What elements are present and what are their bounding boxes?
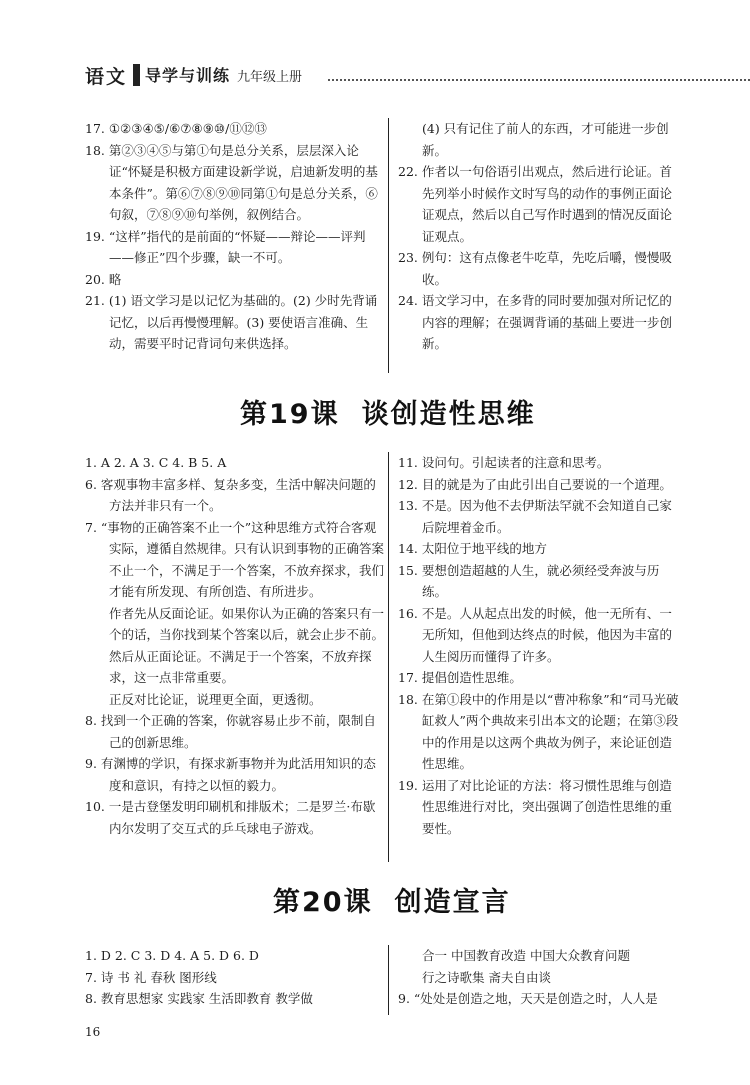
subject-label: 语文 [85,66,128,88]
answer-item: 17. ①②③④⑤/⑥⑦⑧⑨⑩/⑪⑫⑬ [85,121,267,136]
answer-item: 8. 找到一个正确的答案，你就容易止步不前，限制自己的创新思维。 [85,713,376,750]
column-divider [388,118,389,373]
lesson-19-right-answers [398,452,683,839]
answer-item: (4) 只有记住了前人的东西，才可能进一步创新。 [422,121,669,158]
lesson-20-number: 第20课 [273,887,373,918]
answer-item: 7. “事物的正确答案不止一个”这种思维方式符合客观实际，遵循自然规律。只有认识到事物的正确答案不止一个，不满足于一个答案，不放弃探求，我们才能有所发现、有所创造、有所进步。 [85,519,385,599]
answer-item: 19. 运用了对比论证的方法：将习惯性思维与创造性思维进行对比，突出强调了创造性思维的重要性。 [398,777,673,836]
lesson-20-name: 创造宣言 [394,887,511,918]
answer-item: 正反对比论证，说理更全面，更透彻。 [109,691,322,707]
header-dotted-rule [328,79,750,81]
lesson-19-number: 第19课 [240,399,340,430]
answer-item: 20. 略 [85,271,122,287]
answer-item: 23. 例句：这有点像老牛吃草，先吃后嚼，慢慢吸收。 [398,250,672,287]
column-divider [388,945,389,1015]
grade-label: 九年级上册 [237,70,303,85]
top-left-answers [85,118,385,355]
lesson-19-name: 谈创造性思维 [361,399,536,430]
answer-item: 21. (1) 语文学习是以记忆为基础的。(2) 少时先背诵记忆，以后再慢慢理解。(3) 要使语言准确、生动，需要平时记背词句来供选择。 [85,293,378,351]
answer-item: 12. 目的就是为了由此引出自己要说的一个道理。 [398,476,672,492]
answer-item: 合一 中国教育改造 中国大众教育问题 [422,948,630,963]
answer-item: 9. “处处是创造之地，天天是创造之时，人人是 [398,991,658,1006]
answer-item: 6. 客观事物丰富多样、复杂多变，生活中解决问题的方法并非只有一个。 [85,476,376,513]
answer-item: 1. D 2. C 3. D 4. A 5. D 6. D [85,948,259,963]
top-right-answers [398,118,683,355]
answer-item: 19. “这样”指代的是前面的“怀疑——辩论——评判——修正”四个步骤，缺一不可。 [85,228,366,265]
lesson-20-left-answers [85,945,385,1010]
answer-item: 15. 要想创造超越的人生，就必须经受奔波与历练。 [398,562,660,599]
page-number: 16 [85,1025,101,1039]
header-bar [133,64,140,86]
answer-item: 13. 不是。因为他不去伊斯法罕就不会知道自己家后院埋着金币。 [398,498,672,535]
answer-item: 16. 不是。人从起点出发的时候，他一无所有、一无所知，但他到达终点的时候，他因为丰富的人生阅历而懂得了许多。 [398,605,673,664]
lesson-20-right-answers [398,945,683,1010]
answer-item: 7. 诗 书 礼 春秋 图形线 [85,969,217,985]
answer-item: 10. 一是古登堡发明印刷机和排版术；二是罗兰·布歇内尔发明了交互式的乒乓球电子游戏。 [85,799,376,836]
answer-item: 17. 提倡创造性思维。 [398,670,522,685]
answer-item: 22. 作者以一句俗语引出观点，然后进行论证。首先列举小时候作文时写鸟的动作的事例正面论证观点，然后以自己写作时遇到的情况反面论证观点。 [398,164,673,244]
answer-item: 18. 第②③④⑤与第①句是总分关系，层层深入论证“怀疑是积极方面建设新学说，启迪新发明的基本条件”。第⑥⑦⑧⑨⑩同第①句是总分关系，⑥句叙，⑦⑧⑨⑩句举例，叙例结合。 [85,142,378,222]
answer-item: 作者先从反面论证。如果你认为正确的答案只有一个的话，当你找到某个答案以后，就会止步不前。然后从正面论证。不满足于一个答案，不放弃探求，这一点非常重要。 [109,605,385,685]
answer-item: 行之诗歌集 斋夫自由谈 [422,969,551,985]
series-title: 导学与训练 [145,66,231,85]
lesson-19-left-answers [85,452,385,839]
lesson-19-title [240,392,536,431]
answer-item: 8. 教育思想家 实践家 生活即教育 教学做 [85,991,313,1006]
lesson-20-title [273,880,511,919]
answer-item: 11. 设问句。引起读者的注意和思考。 [398,455,610,470]
answer-item: 14. 太阳位于地平线的地方 [398,541,547,556]
column-divider [388,452,389,862]
answer-item: 18. 在第①段中的作用是以“曹冲称象”和“司马光破缸救人”两个典故来引出本文的论题；在第③段中的作用是以这两个典故为例子，来论证创造性思维。 [398,691,679,771]
answer-item: 1. A 2. A 3. C 4. B 5. A [85,455,227,470]
page-header [85,60,685,90]
answer-item: 24. 语文学习中，在多背的同时要加强对所记忆的内容的理解；在强调背诵的基础上要进一步创新。 [398,293,673,351]
answer-item: 9. 有渊博的学识，有探求新事物并为此活用知识的态度和意识，有持之以恒的毅力。 [85,756,376,793]
